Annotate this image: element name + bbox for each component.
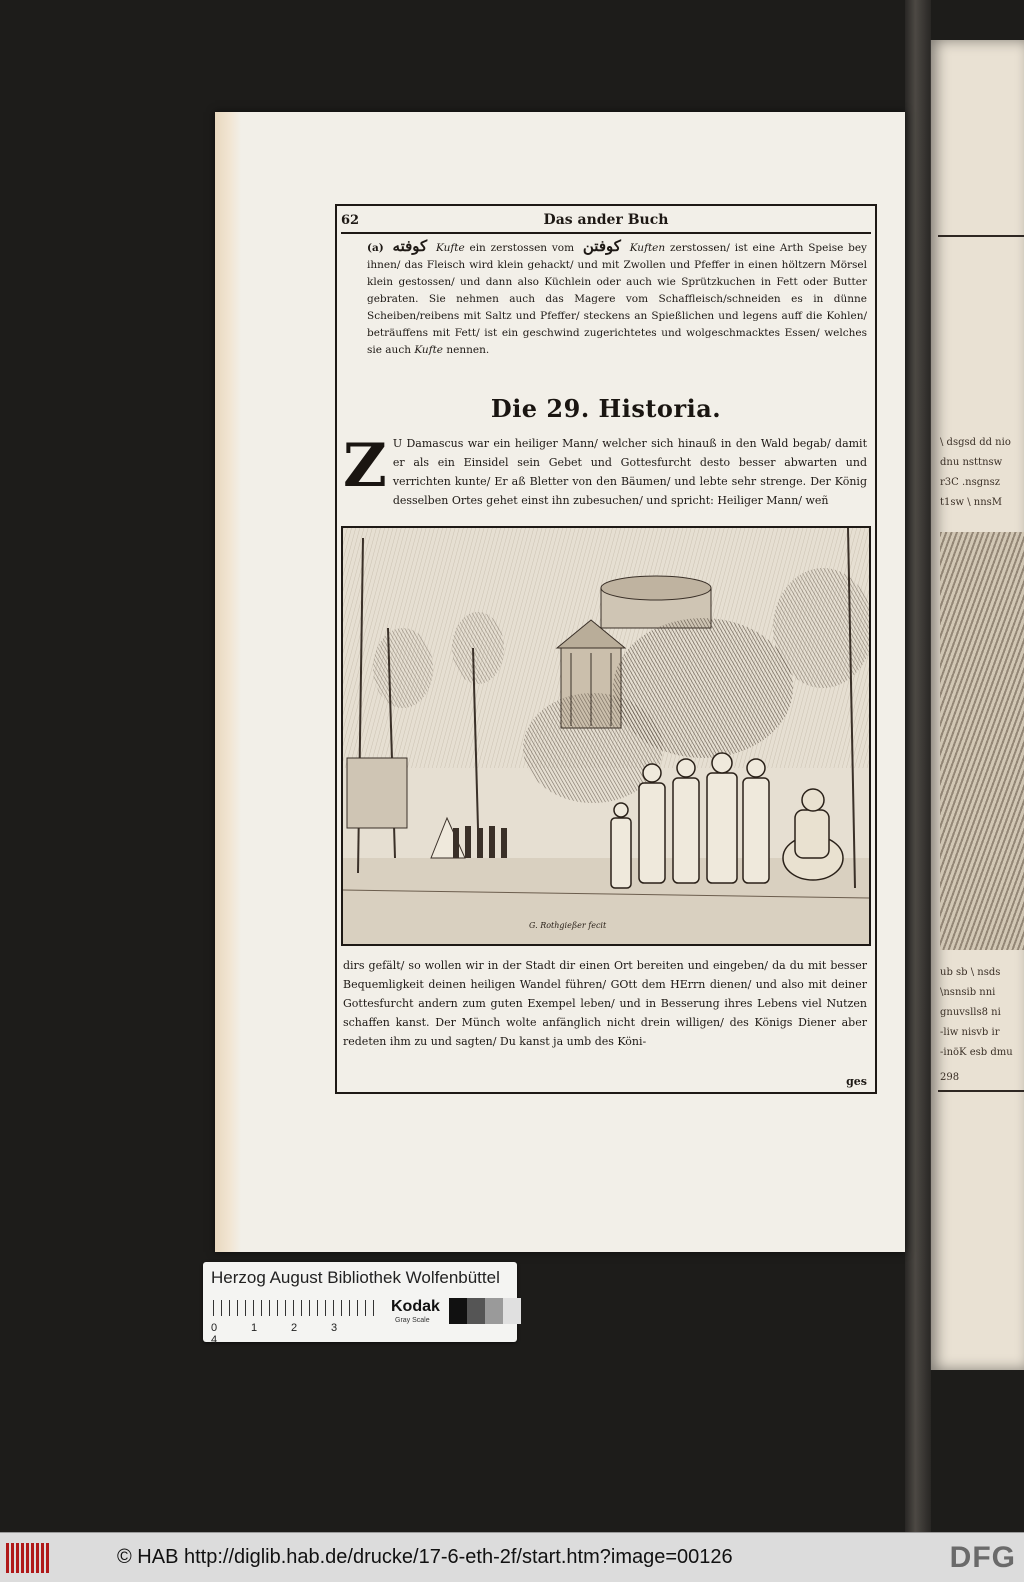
neighbor-footer-rule — [938, 1090, 1024, 1092]
page-header — [341, 210, 871, 234]
footnote-text: ein zerstossen vom — [469, 242, 575, 254]
neighbor-text-line: \nsnsib nni — [940, 987, 996, 998]
page-frame — [335, 204, 877, 1094]
viewer-footer — [0, 1532, 1024, 1582]
neighbor-text-line: -inöK esb dmu — [940, 1047, 1013, 1058]
ruler-number: 2 — [291, 1322, 298, 1334]
neighbor-engraving — [940, 532, 1024, 950]
kodak-logo: Kodak — [391, 1298, 440, 1315]
catchword: ges — [846, 1075, 867, 1088]
page-number: 62 — [341, 213, 360, 228]
source-url-text: © HAB http://diglib.hab.de/drucke/17-6-eth-2f/start.htm?image=00126 — [117, 1546, 733, 1568]
neighbor-text-line: -liw nisvb ir — [940, 1027, 1000, 1038]
drop-cap: Z — [343, 431, 387, 501]
ruler-number: 1 — [251, 1322, 258, 1334]
footnote — [367, 238, 867, 359]
gray-scale-patches — [449, 1298, 521, 1324]
book-page — [215, 112, 905, 1252]
neighbor-text-line: ub sb \ nsds — [940, 967, 1001, 978]
tree-mass — [773, 568, 871, 688]
engraving-illustration — [341, 526, 871, 946]
footnote-term: Kuften — [629, 242, 666, 254]
neighbor-page-fragment — [930, 40, 1024, 1370]
paragraph-top — [343, 431, 867, 510]
running-head: Das ander Buch — [543, 212, 669, 228]
engraver-signature: G. Rothgießer fecit — [529, 921, 607, 930]
hab-barcode-logo — [6, 1543, 50, 1573]
chapter-heading: Die 29. Historia. — [490, 394, 722, 423]
neighbor-header-rule — [938, 235, 1024, 237]
footnote-text: nennen. — [446, 344, 490, 356]
library-name: Herzog August Bibliothek Wolfenbüttel — [211, 1268, 500, 1287]
neighbor-text-line: \ dsgsd dd nio — [940, 437, 1011, 448]
engraving-drawing — [343, 528, 871, 944]
city-building — [347, 758, 407, 828]
neighbor-text-line: gnuvslls8 ni — [940, 1007, 1001, 1018]
paragraph-text: U Damascus war ein heiliger Mann/ welcher sich hinauß in den Wald begab/ damit er als ein Einsidel sein Gebet und Gottesfurcht desto besser abwarten und verrichten kunte/ Er aß Bletter von den Bäumen/ und lebte sehr strenge. Der König desselben Ortes gehet einst ihn zubesuchen/ und spricht: Heiliger Mann/ weñ — [392, 437, 867, 507]
neighbor-text-line: t1sw \ nnsM — [940, 497, 1003, 508]
footnote-text: zerstossen/ ist eine Arth Speise bey ihnen/ das Fleisch wird klein gehackt/ und mit Zwollen und Pfeffer in einen höltzern Mörsel klein gestossen/ und dann also Küchlein oder auch wie Sprützkuchen in Fett oder Butter gebraten. Sie nehmen auch das Magere vom Schaffleisch/schneiden es in dünne Scheiben/reibens mit Saltz und Pfeffer/ steckens an Spießlichen und legens auff die Kohlen/ beträuffens mit Fett/ ist ein geschwind zugerichtetes und wolgeschmacktes Essen/ welches sie auch — [367, 242, 867, 356]
paragraph-bottom: dirs gefält/ so wollen wir in der Stadt dir einen Ort bereiten und eingeben/ da du mit besser Bequemligkeit deinen heiligen Wandel führen/ GOtt dem HErrn dienen/ und also mit deiner Gottesfurcht andern zum guten Exempel leben/ und in Besserung ihres Lebens viel Nutzen schaffen kanst. Der Münch wolte anfänglich nicht drein willigen/ des Königs Diener aber redeten ihm zu und sagten/ Du kanst ja umb des Köni- — [343, 959, 867, 1048]
arabic-word: كوفتن — [582, 237, 621, 255]
gray-patch — [467, 1298, 485, 1324]
ruler-number: 3 — [331, 1322, 338, 1334]
gray-patch — [449, 1298, 467, 1324]
ruler-numbers — [211, 1322, 391, 1346]
ruler-number: 4 — [211, 1334, 218, 1346]
ruler-number: 0 — [211, 1322, 218, 1334]
neighbor-text-line: r3C .nsgnsz — [940, 477, 1000, 488]
footnote-term: Kufte — [414, 344, 444, 356]
glass-plate-edge — [905, 0, 931, 1582]
neighbor-text-line: dnu nsttnsw — [940, 457, 1003, 468]
neighbor-catchword: 298 — [940, 1072, 960, 1083]
dfg-logo: DFG — [949, 1541, 1016, 1574]
gray-patch — [485, 1298, 503, 1324]
calibration-card — [203, 1262, 517, 1346]
footnote-marker: (a) — [367, 242, 384, 254]
footnote-term: Kufte — [435, 242, 465, 254]
gray-patch — [503, 1298, 521, 1324]
arabic-word: كوفته — [392, 237, 428, 255]
kodak-subtitle: Gray Scale — [395, 1317, 430, 1324]
scale-ruler — [213, 1300, 381, 1316]
